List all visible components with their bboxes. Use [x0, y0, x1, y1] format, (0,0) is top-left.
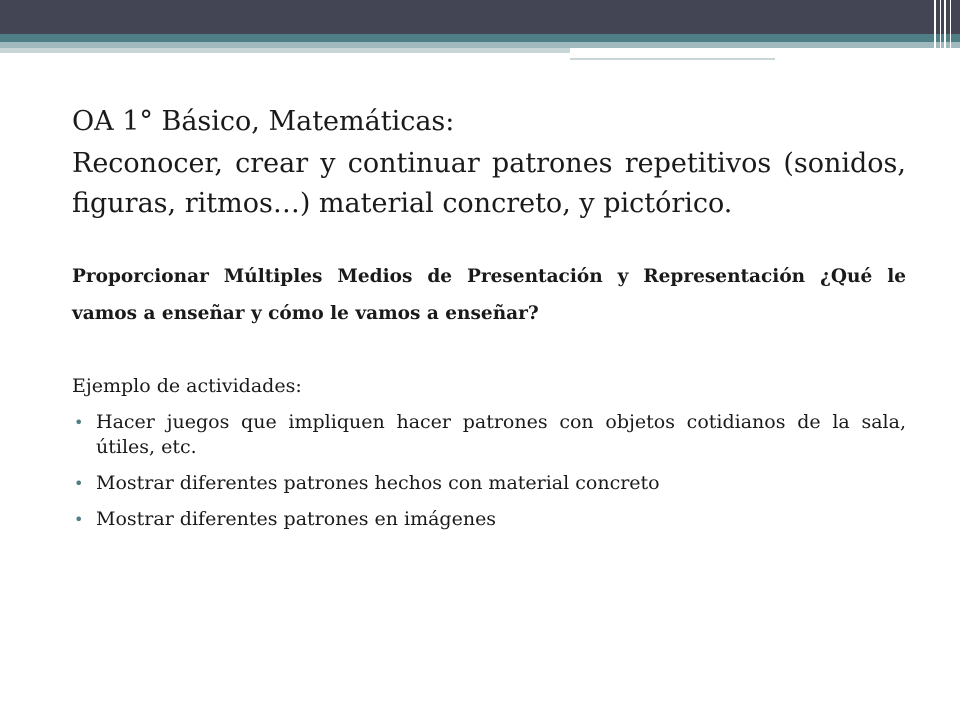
list-item	[72, 507, 906, 532]
header-divider-line-short	[570, 58, 775, 60]
list-item	[72, 410, 906, 460]
bullet-icon: •	[74, 474, 84, 493]
header-vertical-lines	[930, 0, 960, 62]
header-accent-stripe-pale	[0, 48, 570, 53]
header-bar	[0, 0, 960, 34]
header-accent-stripe	[0, 34, 960, 42]
bullet-icon: •	[74, 413, 84, 432]
examples-heading: Ejemplo de actividades:	[72, 375, 302, 397]
list-item	[72, 471, 906, 496]
activity-text: Mostrar diferentes patrones en imágenes	[96, 508, 497, 530]
slide-title: OA 1° Básico, Matemáticas:	[72, 106, 455, 137]
activity-text: Hacer juegos que impliquen hacer patrones con objetos cotidianos de la sala, útiles, etc.	[96, 411, 906, 458]
header-divider-line	[570, 50, 890, 52]
dua-principle: Proporcionar Múltiples Medios de Presentación y Representación ¿Qué le vamos a enseñar y cómo le vamos a enseñar?	[72, 266, 906, 324]
slide-content	[72, 102, 906, 543]
activities-list	[72, 410, 906, 532]
activity-text: Mostrar diferentes patrones hechos con material concreto	[96, 472, 660, 494]
bullet-icon: •	[74, 510, 84, 529]
learning-objective: Reconocer, crear y continuar patrones repetitivos (sonidos, figuras, ritmos…) material concreto, y pictórico.	[72, 148, 906, 219]
